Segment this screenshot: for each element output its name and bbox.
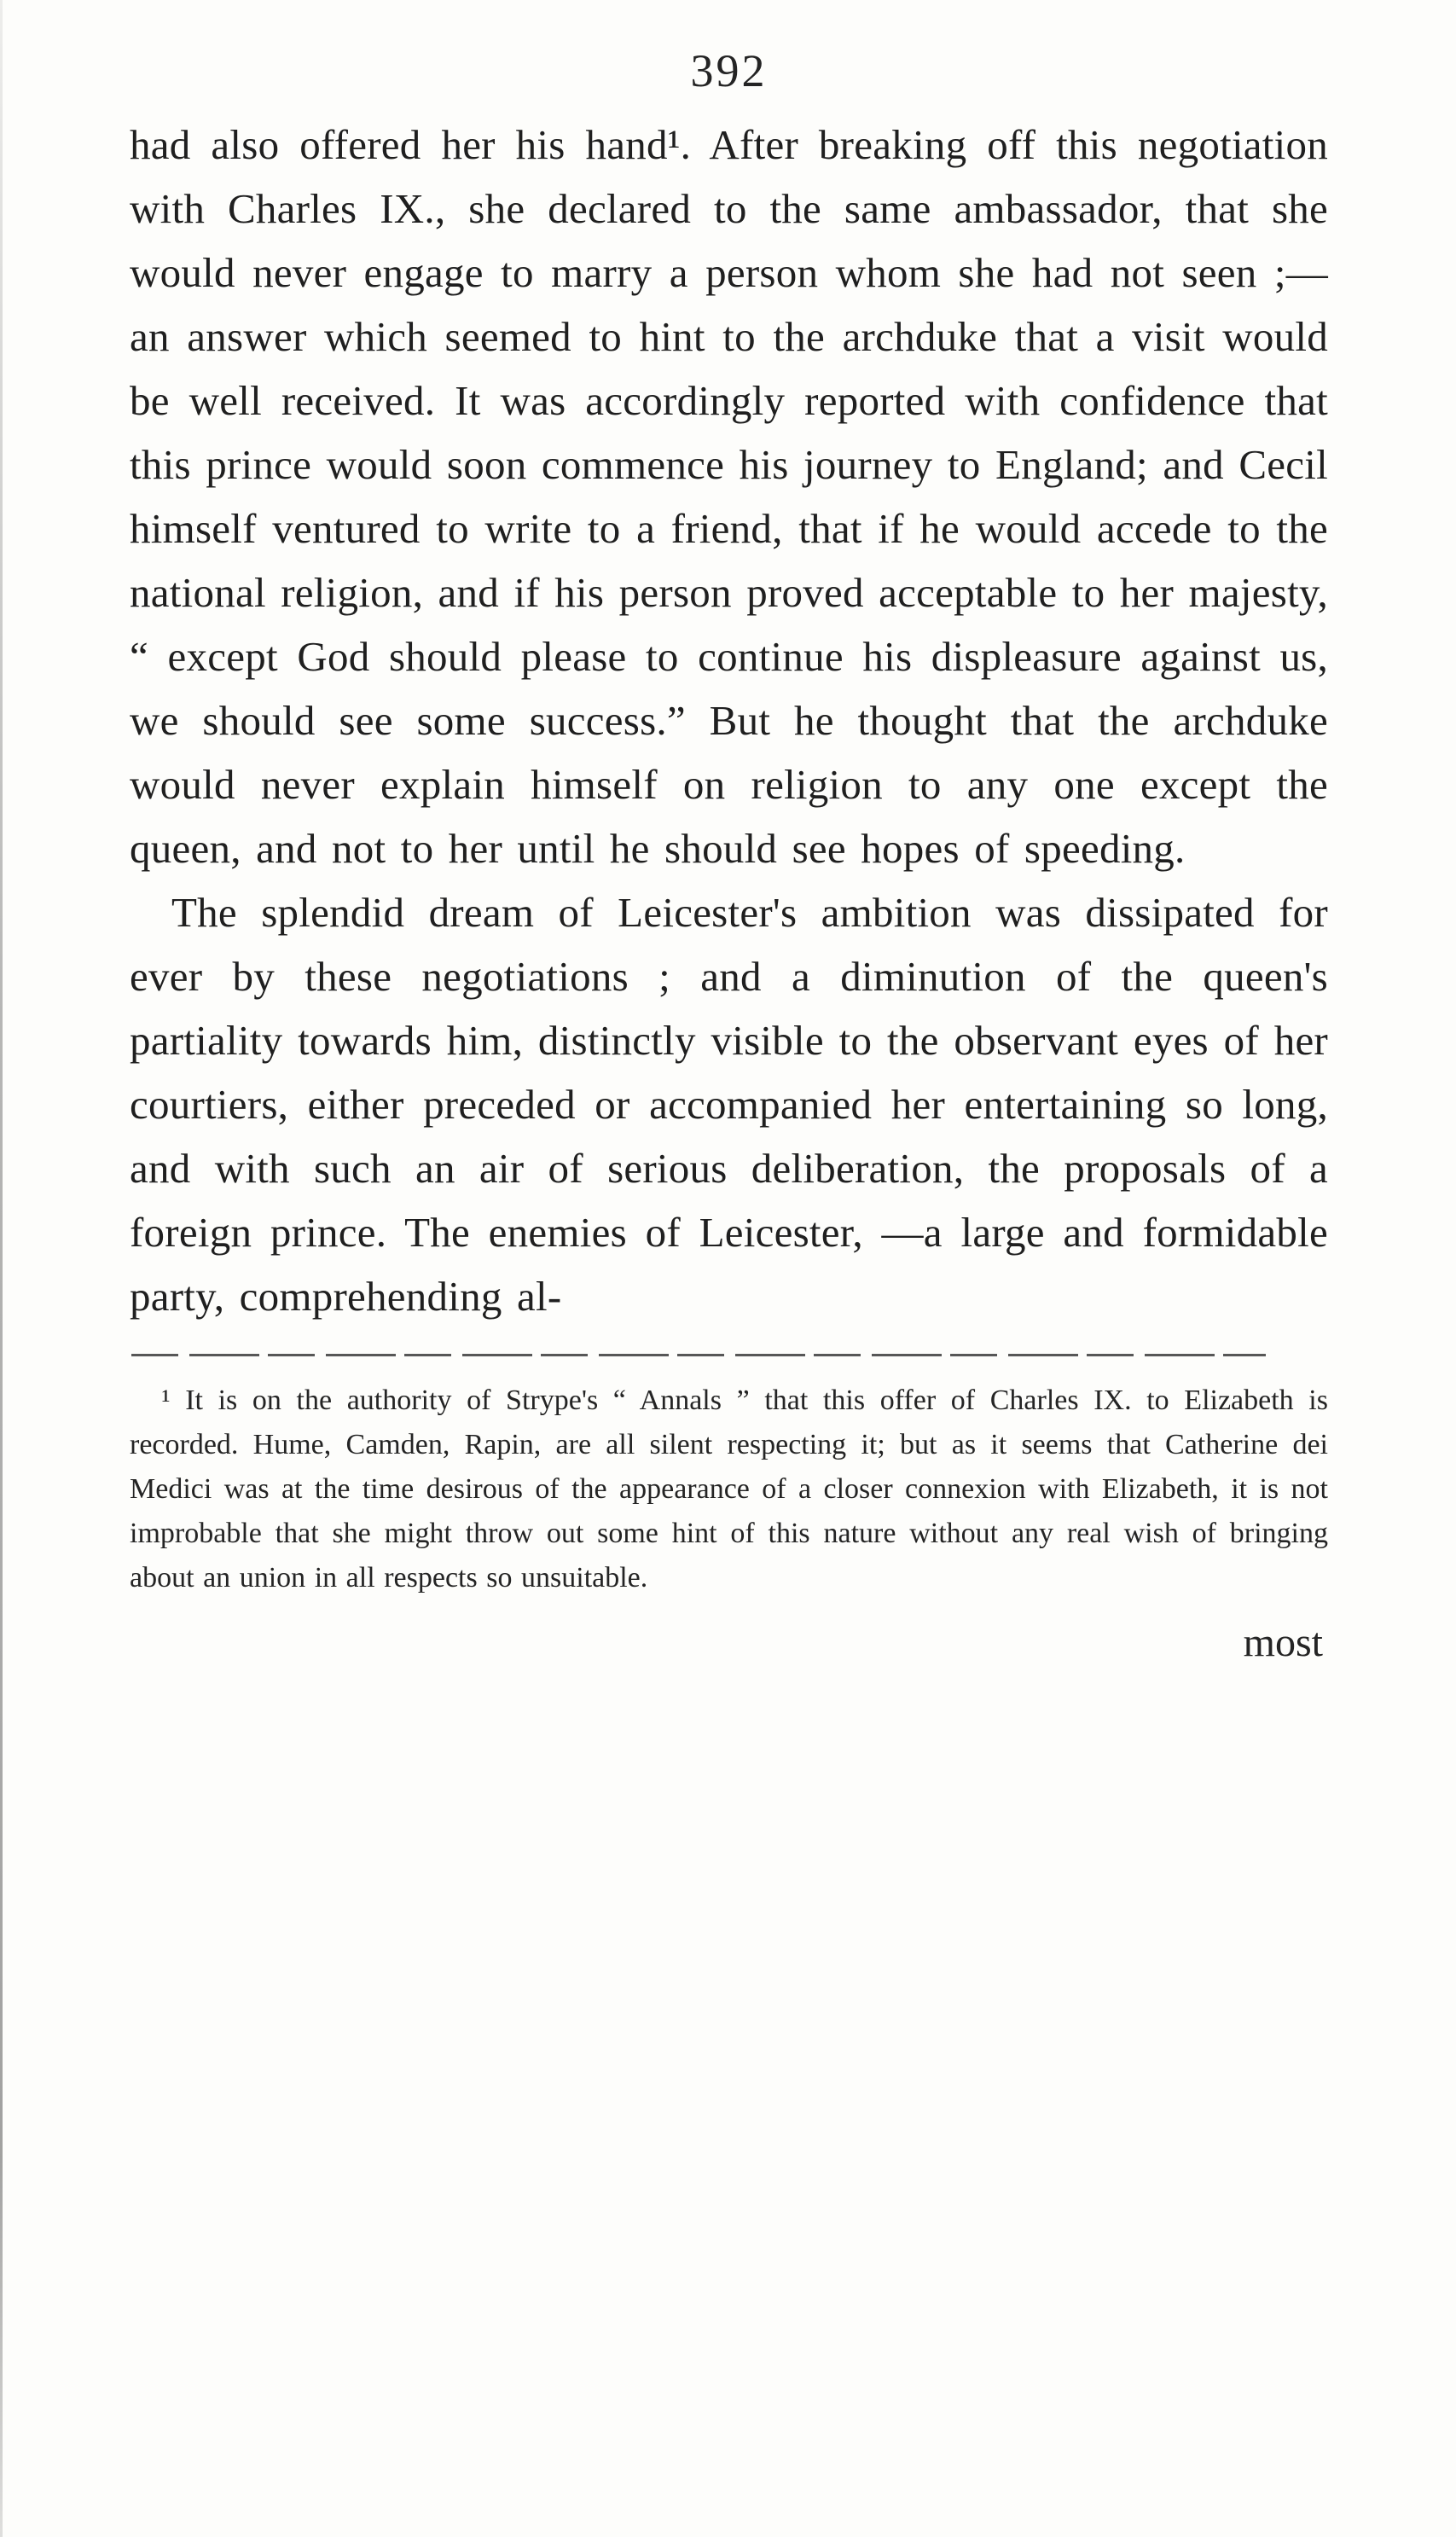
paragraph: The splendid dream of Leicester's ambition was dissipated for ever by these negotiations ; and a diminution of the queen's partiality towards him, distinctly visible to the observant eyes of her courtiers, either preceded or accompanied her entertaining so long, and with such an air of serious deliberation, the proposals of a foreign prince. The enemies of Leicester, —a large and formidable party, comprehending al-	[130, 889, 1328, 1320]
catchword: most	[1243, 1620, 1323, 1665]
footnote: ¹ It is on the authority of Strype's “ Annals ” that this offer of Charles IX. to Elizabeth is recorded. Hume, Camden, Rapin, are all silent respecting it; but as it seems that Catherine dei Medici was at the time desirous of the appearance of a closer connexion with Elizabeth, it is not improbable that she might throw out some hint of this nature without any real wish of bringing about an union in all respects so unsuitable.	[130, 1385, 1328, 1594]
page-number: 392	[690, 45, 768, 96]
paragraph-continuation: had also offered her his hand¹. After breaking off this negotiation with Charles IX., she declared to the same ambassador, that she would never engage to marry a person whom she had not seen ;—an answer which seemed to hint to the archduke that a visit would be well received. It was accordingly reported with confidence that this prince would soon commence his journey to England; and Cecil himself ventured to write to a friend, that if he would accede to the national religion, and if his person proved acceptable to her majesty, “ except God should please to continue his displeasure against us, we should see some success.” But he thought that the archduke would never explain himself on religion to any one except the queen, and not to her until he should see hopes of speeding.	[130, 121, 1328, 872]
body-text	[130, 113, 1328, 1328]
footnote-divider-rule	[131, 1354, 1266, 1356]
